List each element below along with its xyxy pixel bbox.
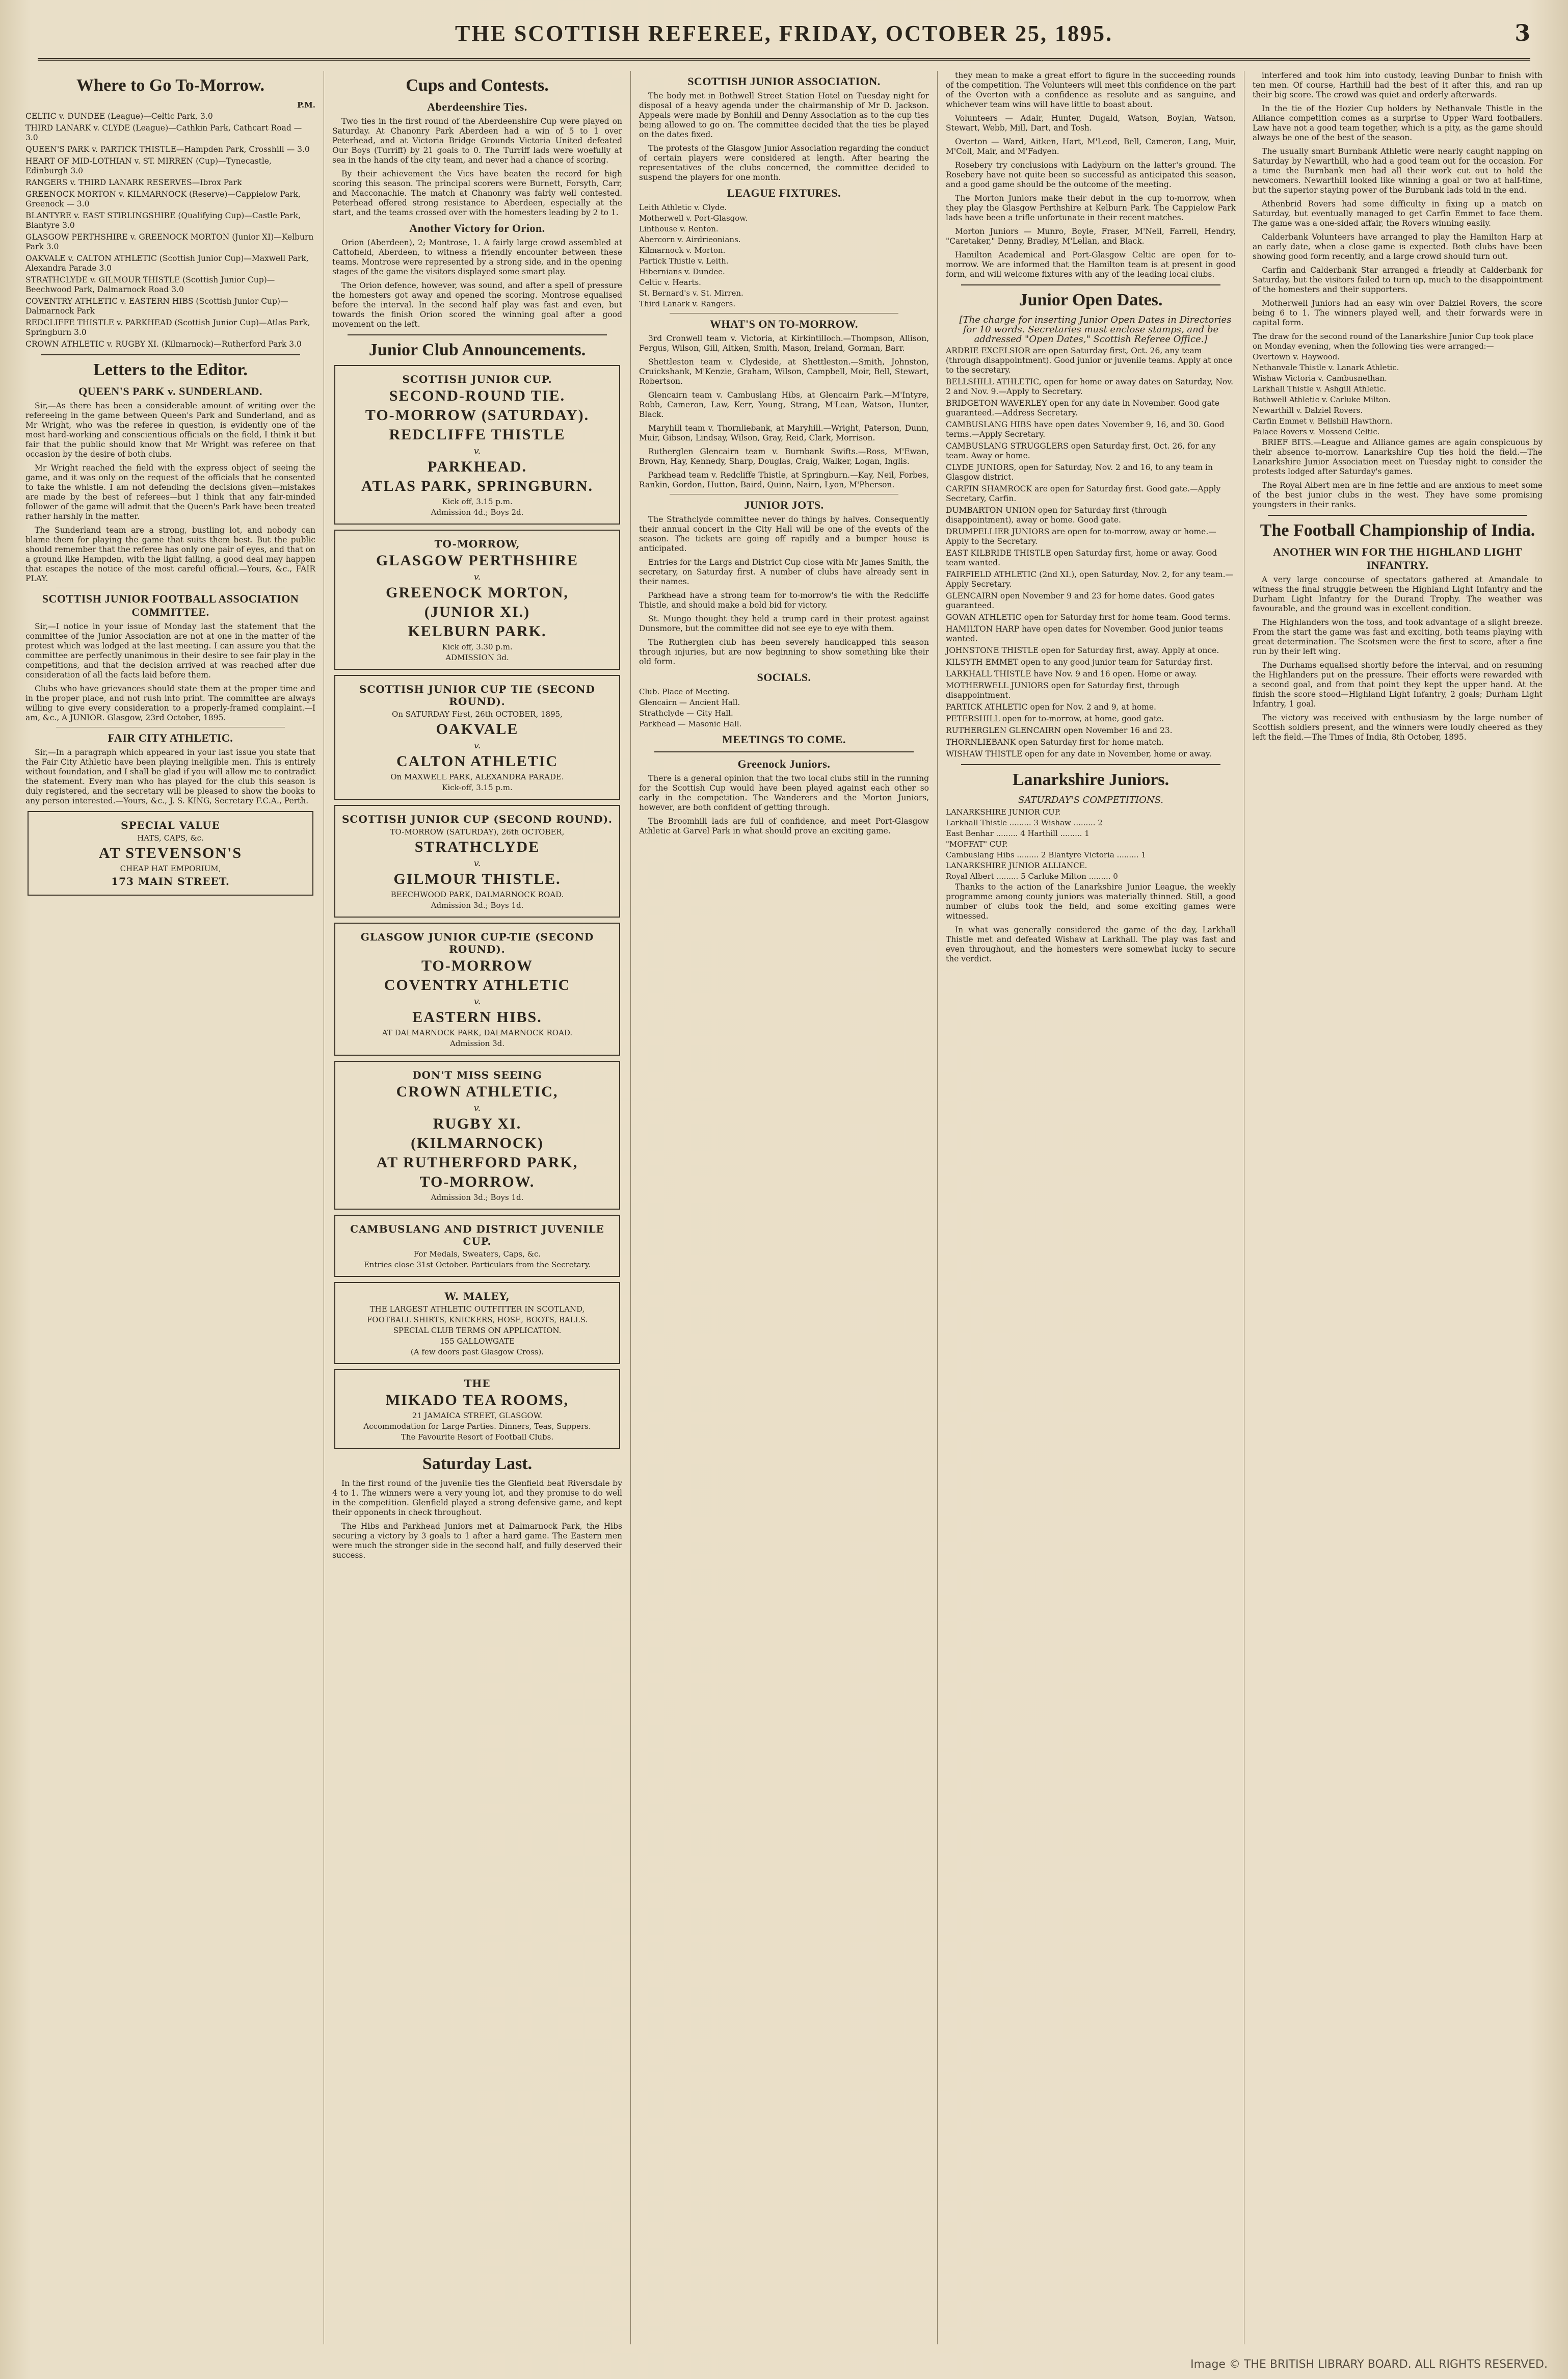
open-date-item: CAMBUSLANG HIBS have open dates November 9, 16, and 30. Good terms.—Apply Secretary.: [946, 420, 1225, 439]
ad-line: TO-MORROW.: [419, 1173, 535, 1190]
paragraph: Calderbank Volunteers have arranged to play the Hamilton Harp at an early date, when a close game is expected. Both clubs have been showing good form recently, and a large crowd should turn out.: [1253, 232, 1543, 261]
ad-line: GLASGOW JUNIOR CUP-TIE (SECOND ROUND).: [360, 931, 594, 955]
ad-line: Kick off, 3.30 p.m.: [442, 642, 513, 651]
paragraph: Maryhill team v. Thornliebank, at Maryhill.—Wright, Paterson, Dunn, Muir, Gibson, Lindsay, Wilson, Gray, Reid, Clark, Morrison.: [639, 424, 929, 442]
paragraph: The Rutherglen club has been severely handicapped this season through injuries, but are now beginning to show something like their old form.: [639, 638, 929, 666]
paragraph: In the first round of the juvenile ties the Glenfield beat Riversdale by 4 to 1. The winners were a very young lot, and they promise to do well in the competition. Glenfield played a strong defensive game, and kept their opponents in check throughout.: [332, 1479, 622, 1517]
saturday-last-heading: Saturday Last.: [422, 1454, 533, 1473]
paragraph: Mr Wright reached the field with the express object of seeing the game, and it was only on the request of the officials that he consented to take the whistle. I am not defending the decisions given—mistakes are made by the best of referees—but I think that any fair-minded follower of the game will admit that the Queen's Park have been treated rather harshly in the matter.: [25, 463, 315, 521]
article-body: [332, 238, 622, 329]
strathclyde-advert: [334, 805, 620, 918]
paragraph: In the tie of the Hozier Cup holders by Nethanvale Thistle in the Alliance competition comes as a surprise to Upper Ward footballers. Law have not a good team together, which is a pity, as the game should always be one of the best of the season.: [1253, 104, 1543, 142]
social-item: Strathclyde — City Hall.: [639, 709, 733, 718]
open-date-item: JOHNSTONE THISTLE open for Saturday first, away. Apply at once.: [946, 646, 1219, 655]
column-4: [938, 71, 1244, 2344]
league-item: Linthouse v. Renton.: [639, 224, 719, 233]
open-date-item: PARTICK ATHLETIC open for Nov. 2 and 9, at home.: [946, 702, 1156, 712]
paragraph: The Morton Juniors make their debut in the cup to-morrow, when they play the Glasgow Perthshire at Kelburn Park. The Cappielow Park lads have been a trifle unfortunate in their recent matches.: [946, 194, 1236, 222]
fixture-item: COVENTRY ATHLETIC v. EASTERN HIBS (Scottish Junior Cup)—Dalmarnock Park: [25, 297, 288, 316]
open-date-item: CAMBUSLANG STRUGGLERS open Saturday first, Oct. 26, for any team. Away or home.: [946, 441, 1216, 460]
letter-title: FAIR CITY ATHLETIC.: [108, 731, 233, 744]
ad-line: DON'T MISS SEEING: [412, 1069, 542, 1081]
ad-line: GLASGOW PERTHSHIRE: [376, 552, 578, 569]
open-date-item: DRUMPELLIER JUNIORS are open for to-morrow, away or home.—Apply to the Secretary.: [946, 527, 1216, 546]
ad-line: ADMISSION 3d.: [445, 653, 509, 662]
draw-item: Carfin Emmet v. Bellshill Hawthorn.: [1253, 416, 1393, 426]
ad-line: On MAXWELL PARK, ALEXANDRA PARADE.: [390, 772, 564, 781]
article-body: [1253, 438, 1543, 510]
paragraph: The usually smart Burnbank Athletic were nearly caught napping on Saturday by Newarthill, who had a good team out for the occasion. For a time the Burnbank men had all their work cut out to hold the newcomers. Newarthill looked like winning a goal or two at half-time, but the superior staying power of the Burnbank lads told in the end.: [1253, 147, 1543, 195]
draw-list: [1253, 332, 1543, 437]
redcliffe-advert: [334, 365, 620, 525]
paragraph: Parkhead team v. Redcliffe Thistle, at Springburn.—Kay, Neil, Forbes, Rankin, Gordon, Hutton, Baird, Quinn, Nairn, Lyon, M'Pherson.: [639, 470, 929, 489]
fixture-item: QUEEN'S PARK v. PARTICK THISTLE—Hampden Park, Crosshill — 3.0: [25, 145, 310, 154]
article-body: [639, 515, 929, 667]
divider: [961, 764, 1220, 765]
ad-line: OAKVALE: [436, 721, 519, 738]
paragraph: The protests of the Glasgow Junior Association regarding the conduct of certain players were considered at length. After hearing the representatives of the clubs concerned, the committee decided to suspend the players for one month.: [639, 144, 929, 182]
paragraph: Two ties in the first round of the Aberdeenshire Cup were played on Saturday. At Chanonry Park Aberdeen had a win of 5 to 1 over Peterhead, and at Victoria Bridge Grounds Victoria United defeated Our Boys (Turriff) by 21 goals to 0. The Turriff lads were woefully at sea in the hands of the city team, and never had a chance of scoring.: [332, 117, 622, 165]
socials-list: [639, 687, 929, 729]
paragraph: Thanks to the action of the Lanarkshire Junior League, the weekly programme among county juniors was materially thinned. Still, a good number of clubs took the field, and some exciting games were witnessed.: [946, 882, 1236, 921]
junior-jots-heading: JUNIOR JOTS.: [744, 499, 824, 511]
letter-body: [25, 748, 315, 806]
draw-item: The draw for the second round of the Lanarkshire Junior Cup took place on Monday evening, when the following ties were arranged:—: [1253, 332, 1534, 351]
open-date-item: WISHAW THISTLE open for any date in November, home or away.: [946, 749, 1212, 759]
league-item: Hibernians v. Dundee.: [639, 267, 725, 276]
open-date-item: LARKHALL THISTLE have Nov. 9 and 16 open. Home or away.: [946, 669, 1197, 678]
ad-line: v.: [473, 1103, 481, 1113]
cups-heading: Cups and Contests.: [406, 76, 549, 95]
page-number: 3: [1514, 20, 1530, 46]
ad-line: Admission 4d.; Boys 2d.: [431, 508, 524, 517]
article-body: [639, 774, 929, 836]
crown-advert: [334, 1061, 620, 1210]
ad-line: CHEAP HAT EMPORIUM,: [120, 864, 221, 873]
letters-heading: Letters to the Editor.: [93, 360, 248, 379]
league-heading: LEAGUE FIXTURES.: [727, 187, 841, 199]
fixture-list: [25, 112, 315, 349]
paragraph: 3rd Cronwell team v. Victoria, at Kirkintilloch.—Thompson, Allison, Fergus, Wilson, Gill, Aitken, Smith, Mason, Ireland, Gorman, Barr.: [639, 334, 929, 353]
ad-line: KELBURN PARK.: [408, 623, 547, 640]
cambuslang-advert: [334, 1215, 620, 1277]
ad-line: 155 GALLOWGATE: [440, 1337, 515, 1346]
paragraph: Sir,—As there has been a considerable amount of writing over the refereeing in the game between Queen's Park and Sunderland, and as Mr Wright, who was the referee in question, is evidently one of the most hard-working and conscientious officials on the field, I think it but fair that the public should know that Mr Wright was referee on that occasion by the desire of both clubs.: [25, 401, 315, 459]
paragraph: Sir,—In a paragraph which appeared in your last issue you state that the Fair City Athletic have been playing ineligible men. This is entirely without foundation, and I shall be glad if you will allow me to contradict the statement. Every man who has played for the club this season is duly registered, and the secretary will be pleased to show the books to any person interested.—Yours, &c., J. S. KING, Secretary F.C.A., Perth.: [25, 748, 315, 805]
ad-line: Admission 3d.; Boys 1d.: [431, 1193, 524, 1202]
result-item: East Benhar ......... 4 Harthill ......... 1: [946, 829, 1089, 838]
open-date-item: DUMBARTON UNION open for Saturday first (through disappointment), away or home. Good gate.: [946, 506, 1167, 525]
ad-line: MIKADO TEA ROOMS,: [385, 1392, 569, 1408]
divider: [41, 354, 300, 355]
paragraph: The Hibs and Parkhead Juniors met at Dalmarnock Park, the Hibs securing a victory by 3 goals to 1 after a hard game. The Eastern men were much the stronger side in the second half, and fully deserved their success.: [332, 1522, 622, 1560]
maley-advert: [334, 1282, 620, 1364]
fixture-item: BLANTYRE v. EAST STIRLINGSHIRE (Qualifying Cup)—Castle Park, Blantyre 3.0: [25, 211, 301, 230]
result-item: LANARKSHIRE JUNIOR ALLIANCE.: [946, 861, 1087, 870]
letter-body: [25, 401, 315, 584]
ad-line: COVENTRY ATHLETIC: [384, 977, 571, 994]
paragraph: Athenbrid Rovers had some difficulty in fixing up a match on Saturday, but eventually managed to get Carfin Emmet to face them. The game was a one-sided affair, the Rovers winning easily.: [1253, 199, 1543, 228]
paragraph: Overton — Ward, Aitken, Hart, M'Leod, Bell, Cameron, Lang, Muir, M'Coll, Mair, and M'Fadyen.: [946, 137, 1236, 156]
divider: [654, 751, 914, 752]
ad-line: CROWN ATHLETIC,: [396, 1083, 559, 1100]
oakvale-advert: [334, 675, 620, 800]
where-to-go-heading: Where to Go To-Morrow.: [76, 76, 264, 95]
paragraph: The Broomhill lads are full of confidence, and meet Port-Glasgow Athletic at Garvel Park in what should prove an exciting game.: [639, 817, 929, 835]
ad-line: SCOTTISH JUNIOR CUP TIE (SECOND ROUND).: [359, 683, 595, 708]
result-item: LANARKSHIRE JUNIOR CUP.: [946, 807, 1061, 817]
league-list: [639, 203, 929, 309]
ad-line: For Medals, Sweaters, Caps, &c.: [413, 1249, 541, 1259]
open-date-item: CARFIN SHAMROCK are open for Saturday first. Good gate.—Apply Secretary, Carfin.: [946, 484, 1221, 503]
paragraph: The Highlanders won the toss, and took advantage of a slight breeze. From the start the game was fast and exciting, both teams playing with great determination. The Scotsmen were the first to score, after a fine run by their left wing.: [1253, 618, 1543, 656]
paragraph: Rosebery try conclusions with Ladyburn on the latter's ground. The Rosebery have not quite been so successful as anticipated this season, and a good game should be the outcome of the meeting.: [946, 161, 1236, 189]
social-item: Club. Place of Meeting.: [639, 687, 730, 696]
column-5: [1244, 71, 1551, 2344]
paragraph: By their achievement the Vics have beaten the record for high scoring this season. The principal scorers were Burnett, Forsyth, Carr, and Macconachie. The match at Chanonry was fairly well contested. Peterhead offered strong resistance to Aberdeen, especially at the start, and the teams crossed over with the homesters leading by 2 to 1.: [332, 169, 622, 217]
ad-line: CALTON ATHLETIC: [396, 753, 559, 770]
ad-line: W. MALEY,: [444, 1290, 510, 1302]
fixture-item: HEART OF MID-LOTHIAN v. ST. MIRREN (Cup)—Tynecastle, Edinburgh 3.0: [25, 156, 272, 175]
league-item: Leith Athletic v. Clyde.: [639, 203, 727, 212]
ad-line: v.: [473, 446, 481, 456]
article-body: [1253, 575, 1543, 742]
open-date-item: GLENCAIRN open November 9 and 23 for home dates. Good gates guaranteed.: [946, 591, 1214, 610]
league-item: Motherwell v. Port-Glasgow.: [639, 214, 748, 223]
ad-line: THE LARGEST ATHLETIC OUTFITTER IN SCOTLAND,: [369, 1304, 585, 1314]
lanarkshire-heading: Lanarkshire Juniors.: [1012, 770, 1170, 789]
paragraph: Parkhead have a strong team for to-morrow's tie with the Redcliffe Thistle, and should make a bold bid for victory.: [639, 591, 929, 610]
league-item: Third Lanark v. Rangers.: [639, 299, 736, 308]
fixture-item: OAKVALE v. CALTON ATHLETIC (Scottish Junior Cup)—Maxwell Park, Alexandra Parade 3.0: [25, 254, 309, 273]
newspaper-title: THE SCOTTISH REFEREE, FRIDAY, OCTOBER 25, 1895.: [455, 21, 1113, 46]
social-item: Parkhead — Masonic Hall.: [639, 719, 742, 728]
letter-title: SCOTTISH JUNIOR FOOTBALL ASSOCIATION COMMITTEE.: [42, 592, 299, 618]
result-item: Larkhall Thistle ......... 3 Wishaw ......... 2: [946, 818, 1103, 827]
ad-line: EASTERN HIBS.: [412, 1009, 542, 1026]
columns: [17, 71, 1551, 2344]
open-date-item: RUTHERGLEN GLENCAIRN open November 16 and 23.: [946, 726, 1173, 735]
paragraph: Sir,—I notice in your issue of Monday last the statement that the committee of the Junior Association are not at one in the matter of the protest which was lodged at the last meeting. I can assure you that the committee are perfectly unanimous in their desire to see fair play in the competitions, and that the decision arrived at was reached after due consideration of all the facts laid before them.: [25, 622, 315, 679]
league-item: St. Bernard's v. St. Mirren.: [639, 289, 743, 298]
open-date-item: HAMILTON HARP have open dates for November. Good junior teams wanted.: [946, 624, 1224, 643]
ad-line: v.: [473, 996, 481, 1007]
paragraph: Entries for the Largs and District Cup close with Mr James Smith, the secretary, on Saturday first. A number of clubs have already sent in their names.: [639, 558, 929, 586]
india-subheading: ANOTHER WIN FOR THE HIGHLAND LIGHT INFANTRY.: [1273, 545, 1522, 571]
open-date-item: KILSYTH EMMET open to any good junior team for Saturday first.: [946, 658, 1213, 667]
open-date-item: FAIRFIELD ATHLETIC (2nd XI.), open Saturday, Nov. 2, for any team.—Apply Secretary.: [946, 570, 1234, 589]
ad-line: AT RUTHERFORD PARK,: [376, 1154, 578, 1171]
social-item: Glencairn — Ancient Hall.: [639, 698, 740, 707]
ad-line: FOOTBALL SHIRTS, KNICKERS, HOSE, BOOTS, BALLS.: [366, 1315, 588, 1324]
open-date-item: GOVAN ATHLETIC open for Saturday first for home team. Good terms.: [946, 613, 1231, 622]
ad-line: BEECHWOOD PARK, DALMARNOCK ROAD.: [390, 890, 564, 899]
paragraph: Shettleston team v. Clydeside, at Shettleston.—Smith, Johnston, Cruickshank, M'Kenzie, Graham, Wilson, Campbell, Moir, Bell, Stewart, Robertson.: [639, 357, 929, 386]
paragraph: The Royal Albert men are in fine fettle and are anxious to meet some of the best junior clubs in the west. They have some promising youngsters in their ranks.: [1253, 481, 1543, 509]
paragraph: St. Mungo thought they held a trump card in their protest against Dunsmore, but the committee did not see eye to eye with them.: [639, 614, 929, 633]
open-date-item: PETERSHILL open for to-morrow, at home, good gate.: [946, 714, 1164, 723]
league-item: Abercorn v. Airdrieonians.: [639, 235, 741, 244]
divider: [1268, 515, 1527, 516]
paragraph: BRIEF BITS.—League and Alliance games are again conspicuous by their absence to-morrow. Lanarkshire Cup ties hold the field.—The Lanarkshire Junior Association meet on Tuesday night to consider the protests lodged after Saturday's games.: [1253, 438, 1543, 476]
ad-line: Kick off, 3.15 p.m.: [442, 497, 513, 506]
paragraph: The Orion defence, however, was sound, and after a spell of pressure the homesters got away and opened the scoring. Montrose equalised before the interval. In the second half play was fast and even, but towards the finish Orion scored the winning goal after a good movement on the left.: [332, 281, 622, 329]
column-1: [17, 71, 324, 2344]
article-body: [1253, 71, 1543, 328]
draw-item: Nethanvale Thistle v. Lanark Athletic.: [1253, 363, 1399, 372]
draw-item: Newarthill v. Dalziel Rovers.: [1253, 406, 1363, 415]
ad-line: (A few doors past Glasgow Cross).: [410, 1347, 544, 1356]
result-item: Royal Albert ......... 5 Carluke Milton ......... 0: [946, 872, 1118, 881]
draw-item: Wishaw Victoria v. Cambusnethan.: [1253, 374, 1387, 383]
open-date-item: MOTHERWELL JUNIORS open for Saturday first, through disappointment.: [946, 681, 1180, 700]
ad-line: (JUNIOR XI.): [424, 604, 530, 620]
draw-item: Overtown v. Haywood.: [1253, 352, 1340, 361]
masthead: [38, 20, 1530, 61]
junior-announcements-heading: Junior Club Announcements.: [368, 341, 586, 359]
paragraph: they mean to make a great effort to figure in the succeeding rounds of the competition. The Volunteers will meet this confidence on the part of the Overton with a confidence as resolute and as sanguine, and whichever team wins will have little to boast about.: [946, 71, 1236, 109]
ad-line: On SATURDAY First, 26th OCTOBER, 1895,: [392, 710, 563, 719]
ad-line: Entries close 31st October. Particulars from the Secretary.: [363, 1260, 591, 1269]
ad-line: REDCLIFFE THISTLE: [389, 426, 566, 443]
ad-line: CAMBUSLANG AND DISTRICT JUVENILE CUP.: [350, 1223, 604, 1247]
image-credit: Image © THE BRITISH LIBRARY BOARD. ALL RIGHTS RESERVED.: [1190, 2358, 1548, 2371]
paragraph: Rutherglen Glencairn team v. Burnbank Swifts.—Ross, M'Ewan, Brown, Hay, Kennedy, Sharp, Douglas, Craig, Walker, Logan, Inglis.: [639, 447, 929, 466]
ad-line: RUGBY XI.: [433, 1115, 522, 1132]
paragraph: Carfin and Calderbank Star arranged a friendly at Calderbank for Saturday, but the visitors failed to turn up, much to the disappointment of the homesters and their supporters.: [1253, 266, 1543, 294]
article-body: [332, 1479, 622, 1560]
open-date-item: ARDRIE EXCELSIOR are open Saturday first, Oct. 26, any team (through disappointment). Good junior or juvenile teams. Apply at once to the secretary.: [946, 346, 1233, 375]
article-body: [332, 117, 622, 218]
paragraph: The body met in Bothwell Street Station Hotel on Tuesday night for disposal of a heavy agenda under the chairmanship of Mr D. Jackson. Appeals were made by Bonhill and Denny Association as to the cup ties being allowed to go on. The committee decided that the ties be played on the dates fixed.: [639, 91, 929, 139]
result-item: "MOFFAT" CUP.: [946, 840, 1008, 849]
paragraph: Clubs who have grievances should state them at the proper time and in the proper place, and not rush into print. The committee are always willing to give every consideration to a properly-framed complaint.—I am, &c., A JUNIOR. Glasgow, 23rd October, 1895.: [25, 684, 315, 722]
fixture-item: GREENOCK MORTON v. KILMARNOCK (Reserve)—Cappielow Park, Greenock — 3.0: [25, 190, 301, 208]
ad-line: 21 JAMAICA STREET, GLASGOW.: [412, 1411, 543, 1420]
league-item: Partick Thistle v. Leith.: [639, 256, 729, 266]
whats-on-heading: WHAT'S ON TO-MORROW.: [710, 318, 858, 330]
results-list: [946, 807, 1236, 881]
letter-body: [25, 622, 315, 723]
open-date-item: BELLSHILL ATHLETIC, open for home or away dates on Saturday, Nov. 2 and Nov. 9.—Apply to Secretary.: [946, 377, 1234, 396]
mikado-advert: [334, 1369, 620, 1449]
ad-line: v.: [473, 740, 481, 751]
ad-line: Admission 3d.; Boys 1d.: [431, 901, 524, 910]
ad-line: TO-MORROW: [421, 957, 534, 974]
ad-line: THE: [464, 1377, 491, 1390]
article-body: [639, 334, 929, 490]
paragraph: A very large concourse of spectators gathered at Amandale to witness the final struggle between the Highland Light Infantry and the Durham Light Infantry for the Durand Trophy. The weather was favourable, and the ground was in excellent condition.: [1253, 575, 1543, 613]
ad-line: Accommodation for Large Parties. Dinners, Teas, Suppers.: [363, 1422, 591, 1431]
open-dates-note: [The charge for inserting Junior Open Dates in Directories for 10 words. Secretaries must enclose stamps, and be addressed "Open Dates," Scottish Referee Office.]: [959, 315, 1232, 345]
article-body: [946, 71, 1236, 279]
paragraph: The Durhams equalised shortly before the interval, and on resuming the Highlanders put on the pressure. Their efforts were rewarded with a second goal, and from that point they kept the upper hand. At the finish the score stood—Highland Light Infantry, 2 goals; Durham Light Infantry, 1 goal.: [1253, 661, 1543, 709]
column-2: [324, 71, 631, 2344]
ad-line: The Favourite Resort of Football Clubs.: [401, 1432, 554, 1442]
result-item: Cambuslang Hibs ......... 2 Blantyre Victoria ......... 1: [946, 850, 1146, 859]
ad-line: PARKHEAD.: [428, 458, 527, 475]
ad-line: SECOND-ROUND TIE.: [389, 387, 566, 404]
open-date-item: EAST KILBRIDE THISTLE open Saturday first, home or away. Good team wanted.: [946, 548, 1217, 567]
ad-line: SPECIAL CLUB TERMS ON APPLICATION.: [393, 1326, 562, 1335]
meetings-heading: MEETINGS TO COME.: [722, 733, 846, 746]
paragraph: The Strathclyde committee never do things by halves. Consequently their annual concert in the City Hall will be one of the events of the season. The tickets are going off rapidly and a bumper house is anticipated.: [639, 515, 929, 553]
fixture-item: CELTIC v. DUNDEE (League)—Celtic Park, 3.0: [25, 112, 213, 121]
paragraph: The Sunderland team are a strong, bustling lot, and nobody can blame them for playing the game that suits them best. But the public should remember that the referee has only one pair of eyes, and that on a ground like Hampden, with the light failing, a good deal may happen that escapes the notice of the most careful official.—Yours, &c., FAIR PLAY.: [25, 526, 315, 583]
india-heading: The Football Championship of India.: [1260, 521, 1535, 540]
ad-line: v.: [473, 571, 481, 582]
divider: [961, 284, 1220, 285]
fixture-item: CROWN ATHLETIC v. RUGBY XI. (Kilmarnock)—Rutherford Park 3.0: [25, 339, 302, 349]
column-3: [631, 71, 938, 2344]
article-title: Aberdeenshire Ties.: [427, 100, 527, 113]
fixture-item: RANGERS v. THIRD LANARK RESERVES—Ibrox Park: [25, 178, 242, 187]
association-heading: SCOTTISH JUNIOR ASSOCIATION.: [687, 75, 881, 88]
ad-line: HATS, CAPS, &c.: [137, 833, 204, 843]
perthshire-advert: [334, 530, 620, 670]
fixture-item: STRATHCLYDE v. GILMOUR THISTLE (Scottish Junior Cup)—Beechwood Park, Dalmarnock Road 3.0: [25, 275, 275, 294]
divider: [348, 334, 607, 335]
greenock-heading: Greenock Juniors.: [737, 757, 831, 770]
ad-line: TO-MORROW (SATURDAY).: [365, 407, 590, 424]
fixture-item: REDCLIFFE THISTLE v. PARKHEAD (Scottish Junior Cup)—Atlas Park, Springburn 3.0: [25, 318, 310, 337]
ad-line: 173 MAIN STREET.: [111, 875, 230, 887]
ad-line: GREENOCK MORTON,: [386, 584, 569, 601]
paragraph: Morton Juniors — Munro, Boyle, Fraser, M'Neil, Farrell, Hendry, "Caretaker," Denny, Bradley, M'Lellan, and Black.: [946, 227, 1236, 246]
ad-line: TO-MORROW,: [434, 538, 520, 550]
lanarkshire-subheading: SATURDAY'S COMPETITIONS.: [1018, 795, 1164, 805]
league-item: Kilmarnock v. Morton.: [639, 246, 726, 255]
paragraph: interfered and took him into custody, leaving Dunbar to finish with ten men. Of course, Harthill had the best of it after this, and ran up their big score. The crowd was quiet and orderly afterwards.: [1253, 71, 1543, 99]
ad-line: SCOTTISH JUNIOR CUP (SECOND ROUND).: [341, 813, 613, 825]
draw-item: Bothwell Athletic v. Carluke Milton.: [1253, 395, 1391, 404]
paragraph: In what was generally considered the game of the day, Larkhall Thistle met and defeated Wishaw at Larkhall. The play was fast and even throughout, and the homesters were somewhat lucky to secure the verdict.: [946, 925, 1236, 963]
ad-line: AT STEVENSON'S: [98, 845, 243, 861]
paragraph: Volunteers — Adair, Hunter, Dugald, Watson, Boylan, Watson, Stewart, Webb, Mill, Dart, and Tosh.: [946, 114, 1236, 133]
letter-title: QUEEN'S PARK v. SUNDERLAND.: [78, 385, 262, 398]
open-dates-heading: Junior Open Dates.: [1019, 291, 1163, 309]
ad-line: SCOTTISH JUNIOR CUP.: [402, 373, 552, 385]
open-date-item: THORNLIEBANK open Saturday first for home match.: [946, 738, 1164, 747]
fixture-item: GLASGOW PERTHSHIRE v. GREENOCK MORTON (Junior XI)—Kelburn Park 3.0: [25, 232, 314, 251]
stevenson-advert: [28, 811, 313, 896]
ad-line: STRATHCLYDE: [414, 839, 540, 855]
paragraph: Orion (Aberdeen), 2; Montrose, 1. A fairly large crowd assembled at Cattofield, Aberdeen, to witness a friendly encounter between these teams. Montrose were represented by a strong side, and in the opening stages of the game the visitors displayed some smart play.: [332, 238, 622, 276]
ad-line: ATLAS PARK, SPRINGBURN.: [361, 478, 593, 494]
article-body: [639, 91, 929, 182]
article-body: [946, 882, 1236, 964]
draw-item: Palace Rovers v. Mossend Celtic.: [1253, 427, 1380, 436]
open-date-item: CLYDE JUNIORS, open for Saturday, Nov. 2 and 16, to any team in Glasgow district.: [946, 463, 1213, 482]
paragraph: There is a general opinion that the two local clubs still in the running for the Scottish Cup would have been played against each other so early in the competition. The Wanderers and the Morton Juniors, however, are both confident of getting through.: [639, 774, 929, 812]
ad-line: Kick-off, 3.15 p.m.: [442, 783, 513, 792]
ad-line: Admission 3d.: [449, 1039, 505, 1048]
ad-line: AT DALMARNOCK PARK, DALMARNOCK ROAD.: [382, 1028, 573, 1037]
ad-line: v.: [473, 858, 481, 869]
ad-line: SPECIAL VALUE: [121, 819, 220, 831]
paragraph: Glencairn team v. Cambuslang Hibs, at Glencairn Park.—M'Intyre, Robb, Cameron, Law, Kerr, Young, Strang, M'Lean, Watson, Hunter, Black.: [639, 390, 929, 419]
open-dates-list: [946, 346, 1236, 759]
ad-line: (KILMARNOCK): [411, 1135, 544, 1152]
ad-line: TO-MORROW (SATURDAY), 26th OCTOBER,: [390, 827, 565, 836]
socials-heading: SOCIALS.: [757, 671, 811, 684]
fixture-item: THIRD LANARK v. CLYDE (League)—Cathkin Park, Cathcart Road — 3.0: [25, 123, 302, 142]
league-item: Celtic v. Hearts.: [639, 278, 701, 287]
ad-line: GILMOUR THISTLE.: [393, 871, 561, 887]
paragraph: Motherwell Juniors had an easy win over Dalziel Rovers, the score being 6 to 1. The winners played well, and their forwards were in capital form.: [1253, 299, 1543, 327]
pm-label: P.M.: [297, 100, 315, 110]
paragraph: Hamilton Academical and Port-Glasgow Celtic are open for to-morrow. We are informed that the Hamilton team is at present in good form, and will welcome fixtures with any of the leading local clubs.: [946, 250, 1236, 279]
draw-item: Larkhall Thistle v. Ashgill Athletic.: [1253, 384, 1386, 394]
paragraph: The victory was received with enthusiasm by the large number of Scottish soldiers present, and the winners were loudly cheered as they left the field.—The Times of India, 8th October, 1895.: [1253, 713, 1543, 742]
open-date-item: BRIDGETON WAVERLEY open for any date in November. Good gate guaranteed.—Address Secretary.: [946, 399, 1220, 417]
coventry-advert: [334, 923, 620, 1056]
article-title: Another Victory for Orion.: [409, 222, 545, 234]
